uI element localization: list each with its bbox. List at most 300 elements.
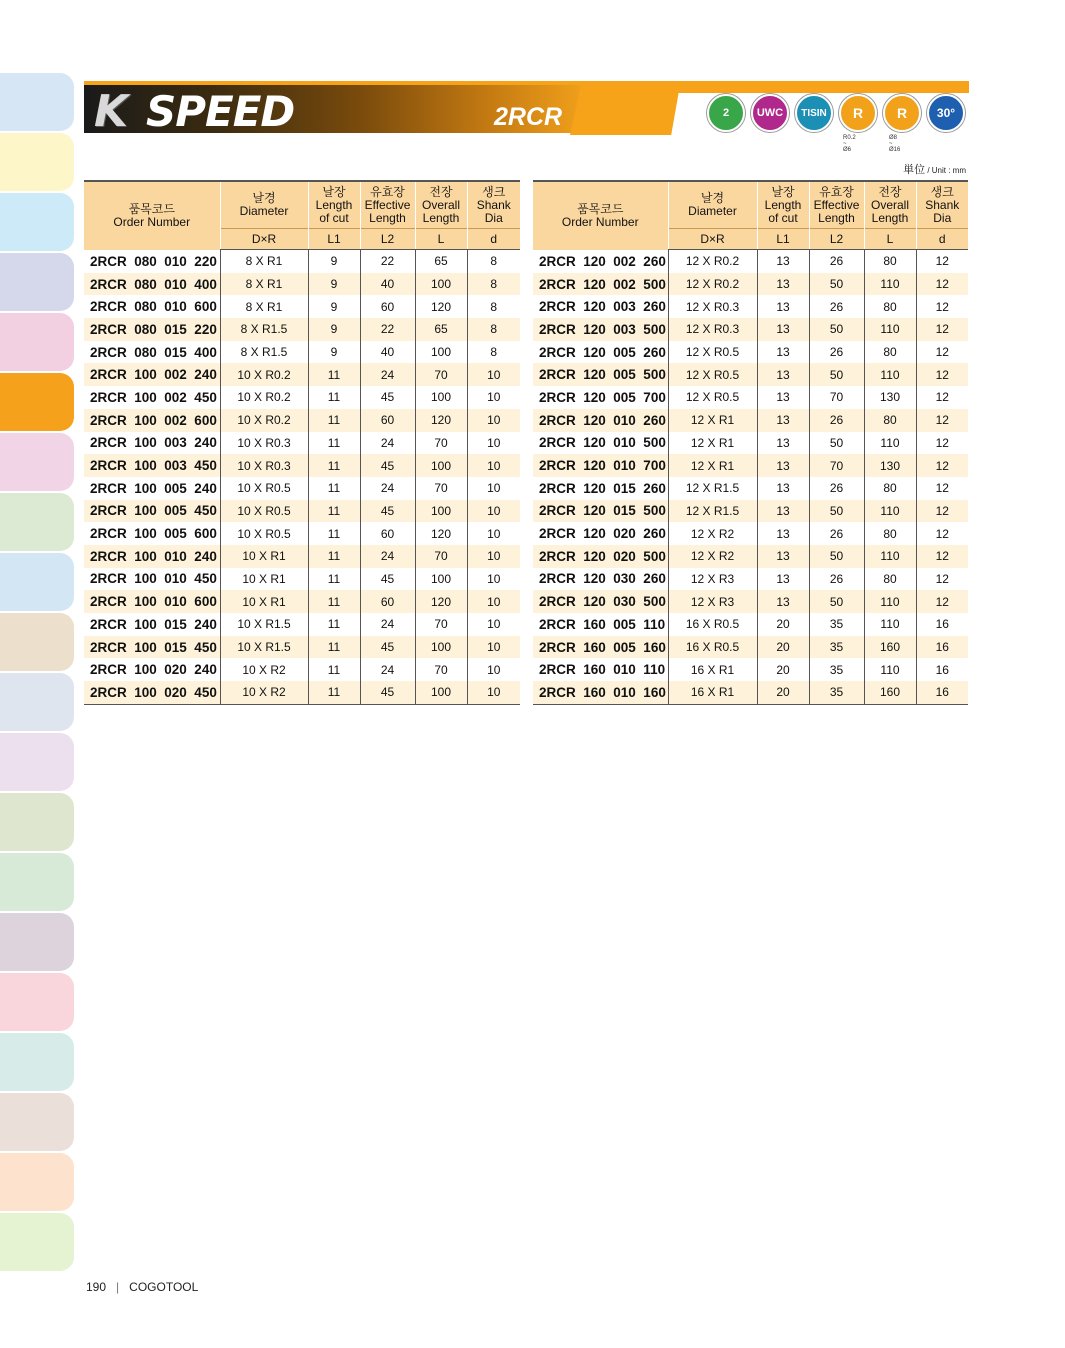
diameter-cell: 12 X R1 [668,409,757,432]
shank-dia-cell: 10 [467,500,520,523]
overall-length-cell: 80 [864,568,916,591]
effective-length-cell: 26 [809,295,864,318]
table-row [533,590,968,613]
brand-title: SPEED [146,87,295,136]
chapter-tabs [0,73,74,1273]
overall-length-cell: 160 [864,681,916,704]
table-row [84,658,520,681]
order-number-cell: 2RCR 100 002 240 [84,363,220,386]
chapter-tab[interactable] [0,673,74,731]
effective-length-cell: 45 [360,386,415,409]
unit-note: 単位 / Unit : mm [903,164,966,176]
symbol-l1: L1 [757,229,809,250]
overall-length-cell: 80 [864,295,916,318]
diameter-cell: 12 X R1 [668,432,757,455]
flute-count-badge: 2 [707,94,745,132]
overall-length-cell: 120 [415,409,467,432]
table-row [533,477,968,500]
order-number-cell: 2RCR 120 020 500 [533,545,668,568]
effective-length-cell: 45 [360,500,415,523]
diameter-cell: 16 X R0.5 [668,636,757,659]
shank-dia-header: 생크 Shank Dia [467,181,520,229]
symbol-l2: L2 [360,229,415,250]
table-row [84,250,520,273]
diameter-cell: 12 X R1.5 [668,477,757,500]
effective-length-cell: 26 [809,568,864,591]
order-number-cell: 2RCR 120 002 260 [539,253,666,269]
shank-dia-cell: 16 [916,613,968,636]
diameter-cell: 12 X R1.5 [668,500,757,523]
overall-length-cell: 70 [415,613,467,636]
chapter-tab[interactable] [0,193,74,251]
effective-length-cell: 26 [809,477,864,500]
order-number-cell: 2RCR 100 020 450 [84,681,220,704]
brand-k-logo: K [94,86,129,137]
effective-length-header: 유효장 Effective Length [360,181,415,229]
length-of-cut-cell: 13 [757,363,809,386]
shank-dia-cell: 10 [467,658,520,681]
badge-caption-1: R0.2 ~ Ø6 [843,135,856,153]
shank-dia-cell: 12 [916,568,968,591]
order-number-header: 품목코드 Order Number [533,181,668,250]
order-number-cell: 2RCR 120 015 500 [533,500,668,523]
order-number-cell: 2RCR 100 003 450 [84,454,220,477]
shank-dia-cell: 10 [467,409,520,432]
chapter-tab[interactable] [0,1093,74,1151]
tisin-coating-badge: TISIN [795,94,833,132]
shank-dia-cell: 16 [916,658,968,681]
chapter-tab[interactable] [0,253,74,311]
diameter-header: 날경 Diameter [220,181,308,229]
table-row [84,681,520,704]
spec-table-right [533,180,968,705]
effective-length-cell: 50 [809,545,864,568]
effective-length-cell: 22 [360,318,415,341]
overall-length-cell: 110 [864,658,916,681]
shank-dia-cell: 12 [916,295,968,318]
diameter-cell: 12 X R0.5 [668,386,757,409]
shank-dia-cell: 10 [467,681,520,704]
order-number-cell: 2RCR 160 010 110 [539,662,666,678]
order-number-cell: 2RCR 120 010 700 [533,454,668,477]
chapter-tab[interactable] [0,313,74,371]
overall-length-cell: 80 [864,409,916,432]
shank-dia-cell: 12 [916,522,968,545]
effective-length-cell: 45 [360,568,415,591]
overall-length-cell: 80 [864,477,916,500]
diameter-cell: 16 X R0.5 [668,613,757,636]
effective-length-cell: 45 [360,636,415,659]
table-row [84,613,520,636]
table-row [533,386,968,409]
length-of-cut-cell: 13 [757,295,809,318]
order-number-cell: 2RCR 100 002 450 [90,389,217,405]
overall-length-cell: 65 [415,250,467,273]
order-number-cell: 2RCR 120 030 500 [533,590,668,613]
diameter-cell: 12 X R0.5 [668,363,757,386]
shank-dia-cell: 12 [916,273,968,296]
symbol-l2: L2 [809,229,864,250]
diameter-cell: 12 X R0.2 [668,273,757,296]
chapter-tab[interactable] [0,613,74,671]
table-row [533,363,968,386]
chapter-tab[interactable] [0,913,74,971]
diameter-cell: 10 X R2 [220,658,308,681]
effective-length-cell: 50 [809,363,864,386]
chapter-tab[interactable] [0,853,74,911]
overall-length-cell: 100 [415,341,467,364]
header-model-tab [570,85,680,135]
overall-length-header: 전장 Overall Length [864,181,916,229]
length-of-cut-cell: 20 [757,658,809,681]
diameter-cell: 8 X R1.5 [220,341,308,364]
chapter-tab[interactable] [0,793,74,851]
shank-dia-cell: 8 [467,295,520,318]
table-row [84,636,520,659]
table-row [533,568,968,591]
shank-dia-cell: 12 [916,363,968,386]
overall-length-cell: 120 [415,295,467,318]
order-number-cell: 2RCR 100 010 240 [84,545,220,568]
page-header [84,81,969,137]
length-of-cut-cell: 11 [308,477,360,500]
diameter-cell: 10 X R0.2 [220,409,308,432]
length-of-cut-cell: 11 [308,454,360,477]
page-footer [86,1280,198,1294]
table-row [533,545,968,568]
table-row [84,409,520,432]
length-of-cut-cell: 13 [757,273,809,296]
effective-length-cell: 60 [360,295,415,318]
table-row [84,545,520,568]
effective-length-cell: 35 [809,658,864,681]
chapter-tab[interactable] [0,733,74,791]
shank-dia-cell: 12 [916,409,968,432]
overall-length-cell: 70 [415,477,467,500]
diameter-cell: 8 X R1 [220,273,308,296]
shank-dia-cell: 10 [467,590,520,613]
length-of-cut-cell: 11 [308,681,360,704]
shank-dia-cell: 10 [467,613,520,636]
uwc-badge: UWC [751,94,789,132]
table-row [84,295,520,318]
shank-dia-cell: 12 [916,545,968,568]
table-row [533,318,968,341]
table-row [84,568,520,591]
effective-length-cell: 35 [809,681,864,704]
effective-length-cell: 70 [809,386,864,409]
effective-length-cell: 50 [809,432,864,455]
shank-dia-cell: 10 [467,432,520,455]
effective-length-cell: 50 [809,590,864,613]
overall-length-cell: 130 [864,386,916,409]
order-number-cell: 2RCR 100 005 450 [84,500,220,523]
table-row [533,522,968,545]
diameter-cell: 12 X R1 [668,454,757,477]
effective-length-cell: 50 [809,318,864,341]
diameter-cell: 10 X R0.2 [220,386,308,409]
shank-dia-cell: 12 [916,432,968,455]
table-row [533,613,968,636]
table-row [84,341,520,364]
effective-length-cell: 26 [809,522,864,545]
length-of-cut-cell: 11 [308,636,360,659]
badge-caption-2: Ø8 ~ Ø16 [889,135,901,153]
radius-tolerance-badge: R [839,94,877,132]
effective-length-cell: 35 [809,636,864,659]
shank-dia-cell: 10 [467,522,520,545]
effective-length-cell: 24 [360,363,415,386]
chapter-tab[interactable] [0,433,74,491]
shank-dia-cell: 12 [916,386,968,409]
shank-dia-cell: 10 [467,545,520,568]
overall-length-cell: 70 [415,432,467,455]
order-number-cell: 2RCR 120 015 260 [539,480,666,496]
length-of-cut-cell: 11 [308,522,360,545]
shank-dia-cell: 16 [916,636,968,659]
shank-dia-cell: 8 [467,250,520,273]
overall-length-cell: 110 [864,590,916,613]
order-number-cell: 2RCR 160 005 160 [533,636,668,659]
effective-length-cell: 60 [360,409,415,432]
table-row [533,341,968,364]
shank-dia-cell: 10 [467,636,520,659]
length-of-cut-cell: 11 [308,409,360,432]
chapter-tab[interactable] [0,133,74,191]
company-name: COGOTOOL [129,1280,199,1294]
diameter-cell: 12 X R0.3 [668,318,757,341]
order-number-cell: 2RCR 080 015 400 [90,344,217,360]
overall-length-cell: 130 [864,454,916,477]
length-of-cut-cell: 13 [757,318,809,341]
length-of-cut-cell: 13 [757,522,809,545]
length-of-cut-cell: 11 [308,590,360,613]
order-number-cell: 2RCR 120 005 260 [539,344,666,360]
length-of-cut-cell: 13 [757,545,809,568]
shank-dia-cell: 16 [916,681,968,704]
table-row [533,636,968,659]
length-of-cut-cell: 11 [308,432,360,455]
order-number-cell: 2RCR 120 005 500 [533,363,668,386]
effective-length-cell: 60 [360,590,415,613]
effective-length-cell: 24 [360,545,415,568]
diameter-cell: 12 X R0.3 [668,295,757,318]
length-of-cut-header: 날장 Length of cut [308,181,360,229]
overall-length-cell: 100 [415,386,467,409]
length-of-cut-cell: 13 [757,250,809,273]
diameter-cell: 10 X R1 [220,568,308,591]
length-of-cut-cell: 9 [308,341,360,364]
length-of-cut-cell: 11 [308,658,360,681]
length-of-cut-cell: 20 [757,613,809,636]
length-of-cut-cell: 13 [757,409,809,432]
length-of-cut-cell: 11 [308,500,360,523]
length-of-cut-cell: 11 [308,613,360,636]
diameter-cell: 10 X R1 [220,590,308,613]
table-row [84,477,520,500]
overall-length-cell: 120 [415,590,467,613]
diameter-cell: 10 X R1.5 [220,613,308,636]
length-of-cut-cell: 9 [308,273,360,296]
symbol-d: d [916,229,968,250]
overall-length-cell: 100 [415,636,467,659]
shank-dia-cell: 10 [467,363,520,386]
order-number-cell: 2RCR 100 020 240 [90,662,217,678]
length-of-cut-cell: 13 [757,590,809,613]
order-number-cell: 2RCR 080 010 220 [90,253,217,269]
table-row [84,590,520,613]
length-of-cut-cell: 13 [757,341,809,364]
symbol-l: L [415,229,467,250]
chapter-tab[interactable] [0,493,74,551]
order-number-cell: 2RCR 120 002 500 [533,273,668,296]
order-number-cell: 2RCR 120 030 260 [539,571,666,587]
order-number-cell: 2RCR 100 002 600 [84,409,220,432]
diameter-cell: 8 X R1 [220,250,308,273]
effective-length-cell: 24 [360,477,415,500]
table-row [533,295,968,318]
table-row [84,454,520,477]
shank-dia-cell: 12 [916,590,968,613]
overall-length-cell: 120 [415,522,467,545]
effective-length-cell: 70 [809,454,864,477]
symbol-dxr: D×R [668,229,757,250]
diameter-cell: 10 X R0.5 [220,477,308,500]
overall-length-cell: 110 [864,613,916,636]
diameter-cell: 12 X R2 [668,545,757,568]
overall-length-cell: 110 [864,318,916,341]
overall-length-cell: 110 [864,363,916,386]
effective-length-cell: 45 [360,681,415,704]
diameter-cell: 10 X R1 [220,545,308,568]
overall-length-cell: 65 [415,318,467,341]
radius-tolerance-badge-2: R [883,94,921,132]
overall-length-cell: 80 [864,341,916,364]
overall-length-cell: 80 [864,522,916,545]
length-of-cut-cell: 13 [757,500,809,523]
length-of-cut-cell: 13 [757,454,809,477]
effective-length-cell: 24 [360,613,415,636]
table-row [533,409,968,432]
chapter-tab[interactable] [0,73,74,131]
spec-table-left [84,180,520,705]
table-row [533,454,968,477]
length-of-cut-cell: 11 [308,363,360,386]
length-of-cut-cell: 9 [308,295,360,318]
overall-length-cell: 100 [415,273,467,296]
effective-length-cell: 40 [360,341,415,364]
shank-dia-cell: 12 [916,250,968,273]
length-of-cut-cell: 13 [757,432,809,455]
chapter-tab[interactable] [0,973,74,1031]
table-row [84,318,520,341]
length-of-cut-cell: 11 [308,568,360,591]
length-of-cut-cell: 13 [757,386,809,409]
diameter-cell: 10 X R0.3 [220,454,308,477]
order-number-cell: 2RCR 080 010 600 [90,299,217,315]
effective-length-cell: 40 [360,273,415,296]
table-row [533,500,968,523]
diameter-cell: 10 X R0.3 [220,432,308,455]
length-of-cut-cell: 11 [308,545,360,568]
shank-dia-cell: 12 [916,477,968,500]
order-number-cell: 2RCR 080 015 220 [84,318,220,341]
diameter-cell: 12 X R3 [668,568,757,591]
effective-length-cell: 26 [809,250,864,273]
overall-length-cell: 70 [415,363,467,386]
order-number-cell: 2RCR 100 010 450 [90,571,217,587]
order-number-cell: 2RCR 100 015 240 [90,616,217,632]
table-row [533,658,968,681]
shank-dia-cell: 12 [916,500,968,523]
order-number-cell: 2RCR 120 003 260 [539,299,666,315]
diameter-cell: 16 X R1 [668,658,757,681]
shank-dia-cell: 12 [916,341,968,364]
table-row [84,273,520,296]
effective-length-cell: 50 [809,273,864,296]
shank-dia-cell: 10 [467,386,520,409]
chapter-tab[interactable] [0,553,74,611]
table-row [84,386,520,409]
order-number-cell: 2RCR 100 003 240 [90,435,217,451]
order-number-header: 품목코드 Order Number [84,181,220,250]
order-number-cell: 2RCR 100 010 600 [84,590,220,613]
shank-dia-header: 생크 Shank Dia [916,181,968,229]
helix-angle-badge: 30° [927,94,965,132]
overall-length-cell: 110 [864,500,916,523]
diameter-cell: 16 X R1 [668,681,757,704]
order-number-cell: 2RCR 120 010 260 [533,409,668,432]
chapter-tab[interactable] [0,1153,74,1211]
effective-length-cell: 50 [809,500,864,523]
effective-length-cell: 22 [360,250,415,273]
chapter-tab[interactable] [0,373,74,431]
order-number-cell: 2RCR 120 020 260 [539,526,666,542]
footer-separator: | [116,1280,120,1294]
diameter-cell: 10 X R1.5 [220,636,308,659]
order-number-cell: 2RCR 100 015 450 [84,636,220,659]
symbol-l1: L1 [308,229,360,250]
diameter-header: 날경 Diameter [668,181,757,229]
effective-length-cell: 26 [809,341,864,364]
length-of-cut-cell: 13 [757,568,809,591]
overall-length-cell: 100 [415,454,467,477]
length-of-cut-cell: 20 [757,681,809,704]
order-number-cell: 2RCR 100 005 600 [90,526,217,542]
length-of-cut-cell: 9 [308,250,360,273]
table-row [533,250,968,273]
length-of-cut-header: 날장 Length of cut [757,181,809,229]
overall-length-cell: 70 [415,545,467,568]
effective-length-cell: 26 [809,409,864,432]
table-row [84,522,520,545]
diameter-cell: 12 X R2 [668,522,757,545]
table-row [84,363,520,386]
order-number-cell: 2RCR 080 010 400 [84,273,220,296]
order-number-cell: 2RCR 160 005 110 [539,616,666,632]
order-number-cell: 2RCR 120 005 700 [539,389,666,405]
overall-length-cell: 110 [864,432,916,455]
table-row [533,273,968,296]
chapter-tab[interactable] [0,1213,74,1271]
overall-length-cell: 110 [864,273,916,296]
shank-dia-cell: 12 [916,318,968,341]
chapter-tab[interactable] [0,1033,74,1091]
shank-dia-cell: 10 [467,454,520,477]
length-of-cut-cell: 11 [308,386,360,409]
model-title: 2RCR [494,103,563,131]
overall-length-header: 전장 Overall Length [415,181,467,229]
